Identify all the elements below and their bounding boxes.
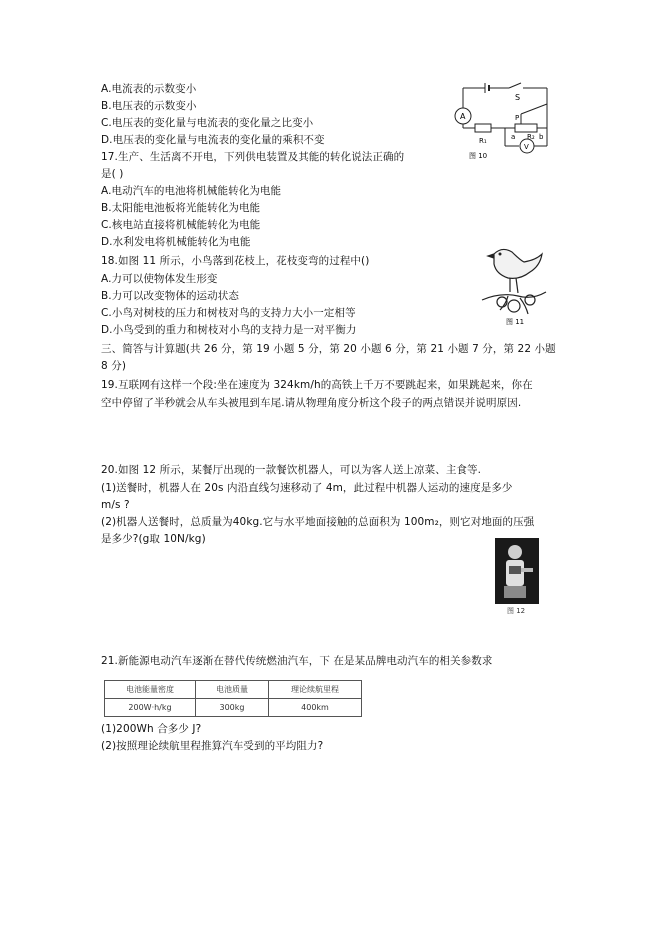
ev-parameters-table	[104, 680, 362, 717]
q20-stem: 20.如图 12 所示，某餐厅出现的一款餐饮机器人，可以为客人送上凉菜、主食等.	[101, 464, 482, 476]
slider-label: P	[515, 114, 520, 122]
figure-10-caption: 图 10	[469, 152, 488, 160]
q20-part1-line2: m/s ?	[101, 499, 130, 511]
q17-stem-line2: 是( )	[101, 168, 124, 180]
voltmeter-label: V	[524, 143, 529, 151]
q20-part1-line1: (1)送餐时，机器人在 20s 内沿直线匀速移动了 4m，此过程中机器人运动的速度是多少	[101, 482, 513, 494]
robot-photo-figure-12	[495, 538, 539, 616]
table-header-cell: 电池能量密度	[105, 681, 196, 699]
q21-stem: 21.新能源电动汽车逐渐在替代传统燃油汽车，下 在是某品牌电动汽车的相关参数求	[101, 655, 493, 667]
q18-option-d: D.小鸟受到的重力和树枝对小鸟的支持力是一对平衡力	[101, 324, 357, 336]
q16-option-d: D.电压表的变化量与电流表的变化量的乘积不变	[101, 134, 325, 146]
q18-option-a: A.力可以使物体发生形变	[101, 273, 218, 285]
q17-option-d: D.水利发电将机械能转化为电能	[101, 236, 251, 248]
q20-part2-line1: (2)机器人送餐时，总质量为40kg.它与水平地面接触的总面积为 100m₂，则它对地面的压强	[101, 516, 535, 528]
q17-option-c: C.核电站直接将机械能转化为电能	[101, 219, 261, 231]
q19-line2: 空中停留了半秒就会从车头被甩到车尾.请从物理角度分析这个段子的两点错误并说明原因.	[101, 397, 522, 409]
ammeter-label: A	[460, 112, 466, 121]
q16-option-b: B.电压表的示数变小	[101, 100, 197, 112]
q17-option-b: B.太阳能电池板将光能转化为电能	[101, 202, 261, 214]
q19-line1: 19.互联网有这样一个段:坐在速度为 324km/h的高铁上千万不要跳起来，如果跳起来，你在	[101, 379, 533, 391]
table-header-cell: 理论续航里程	[269, 681, 362, 699]
q16-option-c: C.电压表的变化量与电流表的变化量之比变小	[101, 117, 314, 129]
table-cell: 300kg	[196, 699, 269, 717]
bird-figure-11	[480, 240, 550, 328]
section-3-heading-line2: 8 分)	[101, 360, 127, 372]
q21-part2: (2)按照理论续航里程推算汽车受到的平均阻力?	[101, 740, 324, 752]
q17-stem-line1: 17.生产、生活离不开电，下列供电装置及其能的转化说法正确的	[101, 151, 405, 163]
terminal-a-label: a	[511, 133, 516, 141]
figure-12-caption: 图 12	[507, 607, 526, 615]
q20-part2-line2: 是多少?(g取 10N/kg)	[101, 533, 206, 545]
q17-option-a: A.电动汽车的电池将机械能转化为电能	[101, 185, 282, 197]
q21-part1: (1)200Wh 合多少 J?	[101, 723, 202, 735]
section-3-heading-line1: 三、简答与计算题(共 26 分，第 19 小题 5 分，第 20 小题 6 分，第 21 小题 7 分，第 22 小题	[101, 343, 556, 355]
q18-stem: 18.如图 11 所示，小鸟落到花枝上，花枝变弯的过程中()	[101, 255, 370, 267]
r2-label: R₂	[527, 133, 535, 141]
q18-option-b: B.力可以改变物体的运动状态	[101, 290, 239, 302]
switch-label: S	[515, 93, 521, 102]
r1-label: R₁	[479, 137, 487, 145]
table-cell: 200W·h/kg	[105, 699, 196, 717]
terminal-b-label: b	[539, 133, 544, 141]
table-header-row	[105, 681, 362, 699]
table-header-cell: 电池质量	[196, 681, 269, 699]
circuit-figure-10	[445, 80, 555, 160]
q16-option-a: A.电流表的示数变小	[101, 83, 197, 95]
table-row	[105, 699, 362, 717]
q18-option-c: C.小鸟对树枝的压力和树枝对鸟的支持力大小一定相等	[101, 307, 356, 319]
figure-11-caption: 图 11	[506, 318, 525, 326]
table-cell: 400km	[269, 699, 362, 717]
